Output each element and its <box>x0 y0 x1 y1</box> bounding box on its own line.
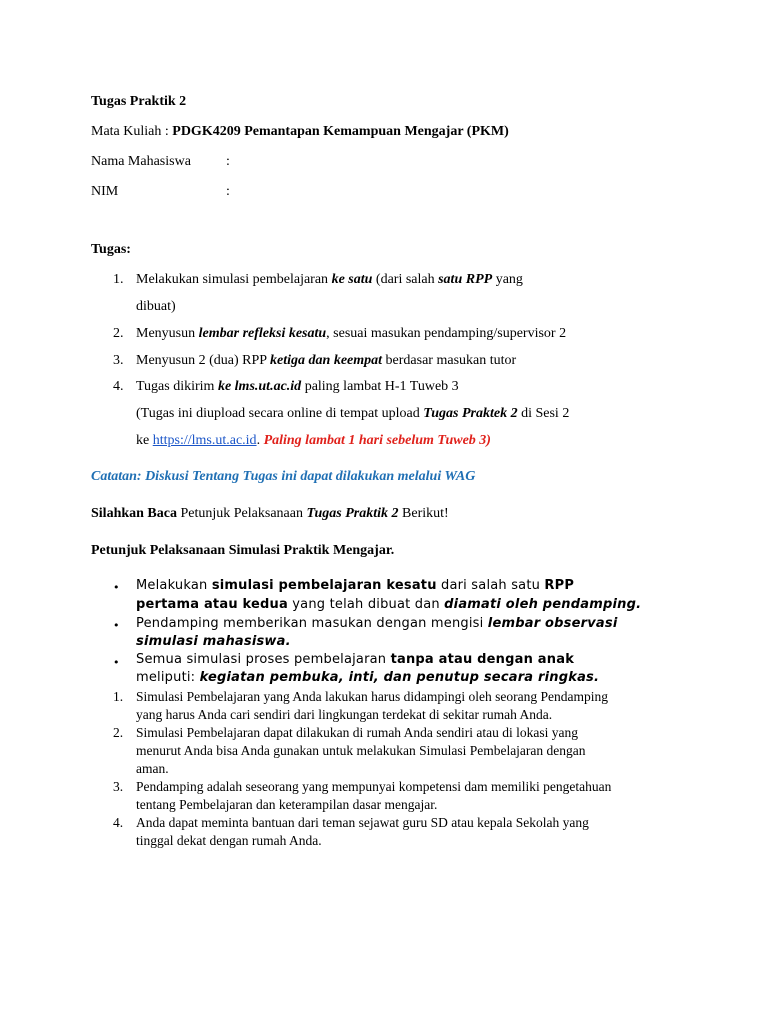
tugas-item-3-text-a: Menyusun 2 (dua) RPP <box>136 353 271 368</box>
tugas-item-4-emph: ke lms.ut.ac.id <box>217 379 302 394</box>
tugas-item-3-num: 3. <box>113 353 124 368</box>
tugas-item-4-num: 4. <box>113 379 124 394</box>
bullet-3-line2 <box>136 670 599 685</box>
numbered-2-line2: menurut Anda bisa Anda gunakan untuk melakukan Simulasi Pembelajaran dengan <box>136 743 586 758</box>
numbered-3-num: 3. <box>113 779 124 794</box>
tugas-item-2-text-a: Menyusun <box>136 326 199 341</box>
numbered-1-line1: Simulasi Pembelajaran yang Anda lakukan harus didampingi oleh seorang Pendamping <box>136 689 609 704</box>
tugas-item-1-emph-a: ke satu <box>331 272 373 287</box>
bullet-1-text-c: yang telah dibuat dan <box>287 597 445 612</box>
document-title: Tugas Praktik 2 <box>91 94 187 109</box>
tugas-heading: Tugas: <box>91 242 131 257</box>
tugas-item-2-emph: lembar refleksi kesatu <box>198 326 327 341</box>
bullet-1-line1 <box>136 578 574 593</box>
tugas-item-4-line2-c: di Sesi 2 <box>517 406 570 421</box>
numbered-2-line1: Simulasi Pembelajaran dapat dilakukan di rumah Anda sendiri atau di lokasi yang <box>136 725 579 740</box>
bullet-2-line2 <box>136 634 291 649</box>
tugas-item-4-line2 <box>136 406 569 422</box>
bullet-2-text: Pendamping memberikan masukan dengan mengisi <box>136 616 488 631</box>
numbered-3-line1: Pendamping adalah seseorang yang mempunyai kompetensi dam memiliki pengetahuan <box>136 779 612 794</box>
course-line <box>91 124 509 140</box>
bullet-2-emph-b: simulasi mahasiswa. <box>136 634 291 649</box>
bullet-3-text: Semua simulasi proses pembelajaran <box>136 652 391 667</box>
tugas-item-4-line2-a: (Tugas ini diupload secara online di tempat upload <box>136 406 424 421</box>
bullet-2-emph-a: lembar observasi <box>487 616 618 631</box>
bullet-1-bold-a: simulasi pembelajaran kesatu <box>211 578 437 593</box>
tugas-item-4-line3-a: ke <box>136 433 153 448</box>
tugas-item-1-num: 1. <box>113 272 124 287</box>
numbered-2-line3: aman. <box>136 761 169 776</box>
bullet-1-text-b: dari salah satu <box>436 578 545 593</box>
tugas-item-4-text-b: paling lambat H-1 Tuweb 3 <box>301 379 459 394</box>
numbered-1-num: 1. <box>113 689 124 704</box>
tugas-item-1-text-c: yang <box>492 272 523 287</box>
bullet-1-emph: diamati oleh pendamping. <box>444 597 642 612</box>
tugas-item-1-cont: dibuat) <box>136 299 176 314</box>
numbered-3-line2: tentang Pembelajaran dan keterampilan dasar mengajar. <box>136 797 438 812</box>
bullet-1-bold-c: pertama atau kedua <box>136 597 288 612</box>
nim-colon: : <box>226 184 230 199</box>
tugas-item-3-emph: ketiga dan keempat <box>270 353 383 368</box>
bullet-2-line1 <box>136 616 617 631</box>
deadline-warning: Paling lambat 1 hari sebelum Tuweb 3) <box>263 433 491 448</box>
bullet-3-bold: tanpa atau dengan anak <box>390 652 575 667</box>
numbered-2-num: 2. <box>113 725 124 740</box>
lms-link[interactable]: https://lms.ut.ac.id <box>152 433 257 448</box>
tugas-item-4-line3-b: . <box>256 433 264 448</box>
silahkan-bold: Silahkan Baca <box>91 506 177 521</box>
course-label: Mata Kuliah : <box>91 124 173 139</box>
course-value: PDGK4209 Pemantapan Kemampuan Mengajar (PKM) <box>172 124 509 139</box>
bullet-icon: • <box>113 581 120 594</box>
bullet-3-text-b: meliputi: <box>136 670 200 685</box>
name-label: Nama Mahasiswa <box>91 154 191 169</box>
silahkan-line <box>91 506 449 522</box>
nim-label: NIM <box>91 184 119 199</box>
wag-note: Catatan: Diskusi Tentang Tugas ini dapat dilakukan melalui WAG <box>91 469 476 484</box>
tugas-item-3-text-b: berdasar masukan tutor <box>382 353 517 368</box>
numbered-4-line2: tinggal dekat dengan rumah Anda. <box>136 833 322 848</box>
tugas-item-4 <box>136 379 459 395</box>
silahkan-emph: Tugas Praktik 2 <box>306 506 399 521</box>
tugas-item-4-text-a: Tugas dikirim <box>136 379 218 394</box>
tugas-item-2 <box>136 326 566 342</box>
tugas-item-4-line3 <box>136 433 491 449</box>
tugas-item-1-text-b: (dari salah <box>372 272 439 287</box>
name-colon: : <box>226 154 230 169</box>
petunjuk-heading: Petunjuk Pelaksanaan Simulasi Praktik Mengajar. <box>91 543 395 558</box>
numbered-1-line2: yang harus Anda cari sendiri dari lingkungan terdekat di sekitar rumah Anda. <box>136 707 553 722</box>
silahkan-text-a: Petunjuk Pelaksanaan <box>176 506 307 521</box>
bullet-1-bold-b: RPP <box>544 578 575 593</box>
tugas-item-4-line2-emph: Tugas Praktek 2 <box>423 406 518 421</box>
bullet-3-emph: kegiatan pembuka, inti, dan penutup secara ringkas. <box>199 670 600 685</box>
bullet-3-line1 <box>136 652 574 667</box>
silahkan-text-b: Berikut! <box>398 506 449 521</box>
bullet-1-text-a: Melakukan <box>136 578 212 593</box>
bullet-icon: • <box>113 656 120 669</box>
bullet-icon: • <box>113 619 120 632</box>
numbered-4-num: 4. <box>113 815 124 830</box>
tugas-item-2-text-b: , sesuai masukan pendamping/supervisor 2 <box>326 326 567 341</box>
tugas-item-3 <box>136 353 516 369</box>
numbered-4-line1: Anda dapat meminta bantuan dari teman sejawat guru SD atau kepala Sekolah yang <box>136 815 589 830</box>
tugas-item-1 <box>136 272 523 288</box>
tugas-item-2-num: 2. <box>113 326 124 341</box>
bullet-1-line2 <box>136 597 641 612</box>
tugas-item-1-text-a: Melakukan simulasi pembelajaran <box>136 272 332 287</box>
tugas-item-1-emph-b: satu RPP <box>438 272 493 287</box>
